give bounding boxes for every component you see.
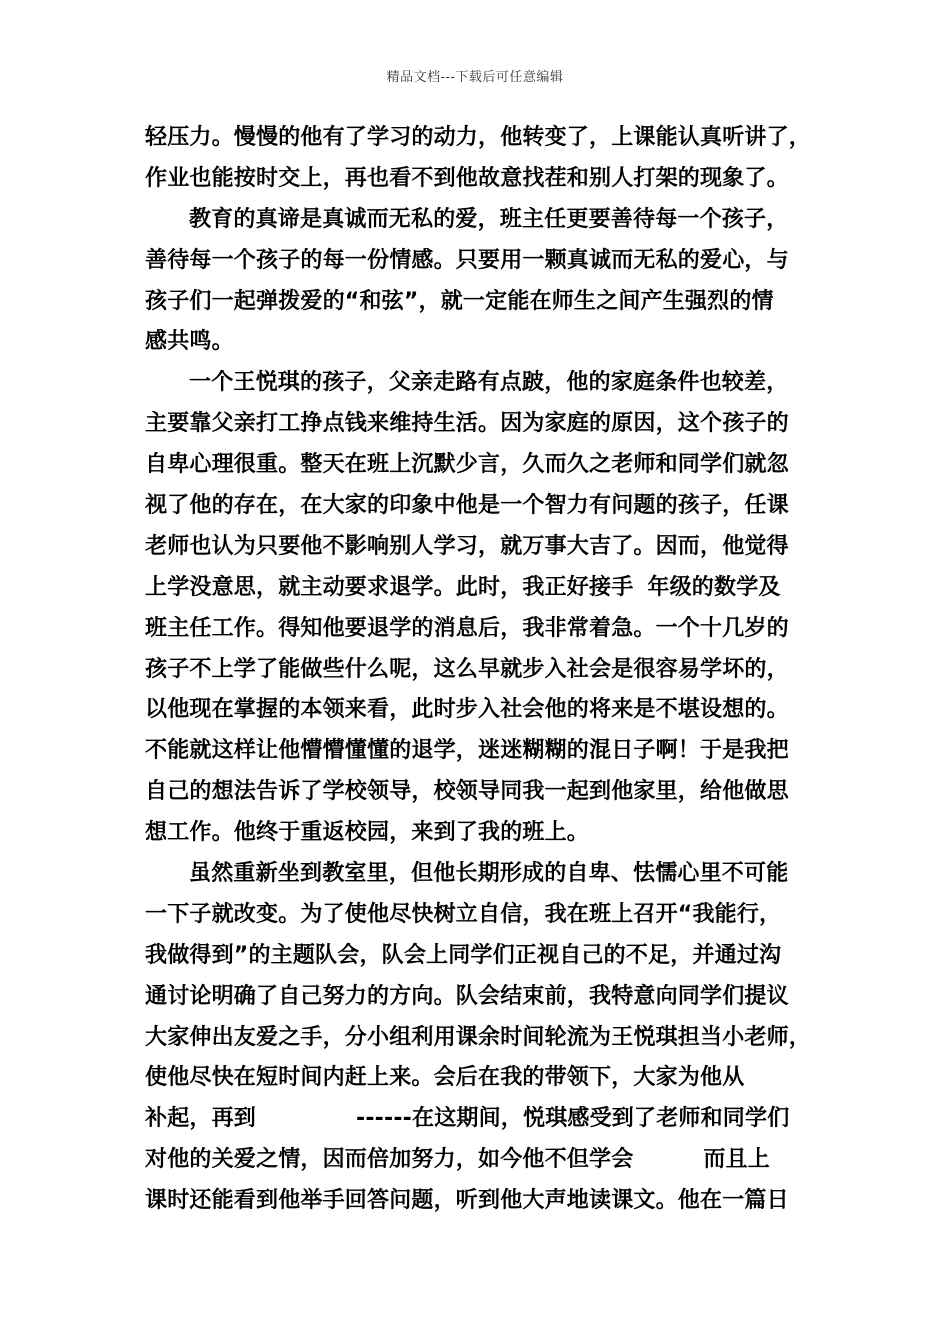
text-line: 一下子就改变。为了使他尽快树立自信，我在班上召开“我能行， <box>145 901 782 927</box>
text-line: 老师也认为只要他不影响别人学习，就万事大吉了。因而，他觉得 <box>145 533 789 559</box>
text-line: 感共鸣。 <box>145 329 234 355</box>
body-text <box>145 118 825 1222</box>
text-fragment: 年级的数学及 <box>647 574 781 600</box>
text-line: 通讨论明确了自己努力的方向。队会结束前，我特意向同学们提议 <box>145 983 789 1009</box>
text-line: 大家伸出友爱之手，分小组利用课余时间轮流为王悦琪担当小老师， <box>145 1024 812 1050</box>
text-line <box>145 1099 825 1140</box>
page-header: 精品文档---下载后可任意编辑 <box>386 70 564 85</box>
text-line: 我做得到”的主题队会，队会上同学们正视自己的不足，并通过沟 <box>145 942 782 968</box>
text-line: 想工作。他终于重返校园，来到了我的班上。 <box>145 820 590 846</box>
text-line: 以他现在掌握的本领来看，此时步入社会他的将来是不堪设想的。 <box>145 697 789 723</box>
text-fragment: 补起，再到 <box>145 1106 257 1132</box>
text-line: 自己的想法告诉了学校领导，校领导同我一起到他家里，给他做思 <box>145 779 789 805</box>
text-line <box>145 1140 825 1181</box>
text-fragment: 上学没意思，就主动要求退学。此时，我正好接手 <box>145 574 634 600</box>
text-fragment: 对他的关爱之情，因而倍加努力，如今他不但学会 <box>145 1147 634 1173</box>
paragraph-start: 教育的真谛是真诚而无私的爱，班主任更要善待每一个孩子， <box>189 206 789 232</box>
text-fragment: 而且上 <box>703 1147 771 1173</box>
text-line: 孩子不上学了能做些什么呢，这么早就步入社会是很容易学坏的， <box>145 656 789 682</box>
text-line: 主要靠父亲打工挣点钱来维持生活。因为家庭的原因，这个孩子的 <box>145 411 789 437</box>
text-line: 班主任工作。得知他要退学的消息后，我非常着急。一个十几岁的 <box>145 615 789 641</box>
text-line: 课时还能看到他举手回答问题，听到他大声地读课文。他在一篇日 <box>145 1188 789 1214</box>
text-fragment: ------在这期间，悦琪感受到了老师和同学们 <box>356 1106 790 1132</box>
text-line: 使他尽快在短时间内赶上来。会后在我的带领下，大家为他从 <box>145 1065 745 1091</box>
text-line: 善待每一个孩子的每一份情感。只要用一颗真诚而无私的爱心，与 <box>145 247 789 273</box>
text-line: 孩子们一起弹拨爱的“和弦”，就一定能在师生之间产生强烈的情 <box>145 288 774 314</box>
paragraph-start: 虽然重新坐到教室里，但他长期形成的自卑、怯懦心里不可能 <box>189 861 789 887</box>
paragraph-start: 一个王悦琪的孩子，父亲走路有点跛，他的家庭条件也较差， <box>189 370 789 396</box>
text-line: 自卑心理很重。整天在班上沉默少言，久而久之老师和同学们就忽 <box>145 452 789 478</box>
text-line: 轻压力。慢慢的他有了学习的动力，他转变了，上课能认真听讲了， <box>145 125 812 150</box>
text-line: 不能就这样让他懵懵懂懂的退学，迷迷糊糊的混日子啊！于是我把 <box>145 738 789 764</box>
text-line <box>145 568 825 609</box>
text-line: 视了他的存在，在大家的印象中他是一个智力有问题的孩子，任课 <box>145 493 789 519</box>
text-line: 作业也能按时交上，再也看不到他故意找茬和别人打架的现象了。 <box>145 165 789 191</box>
